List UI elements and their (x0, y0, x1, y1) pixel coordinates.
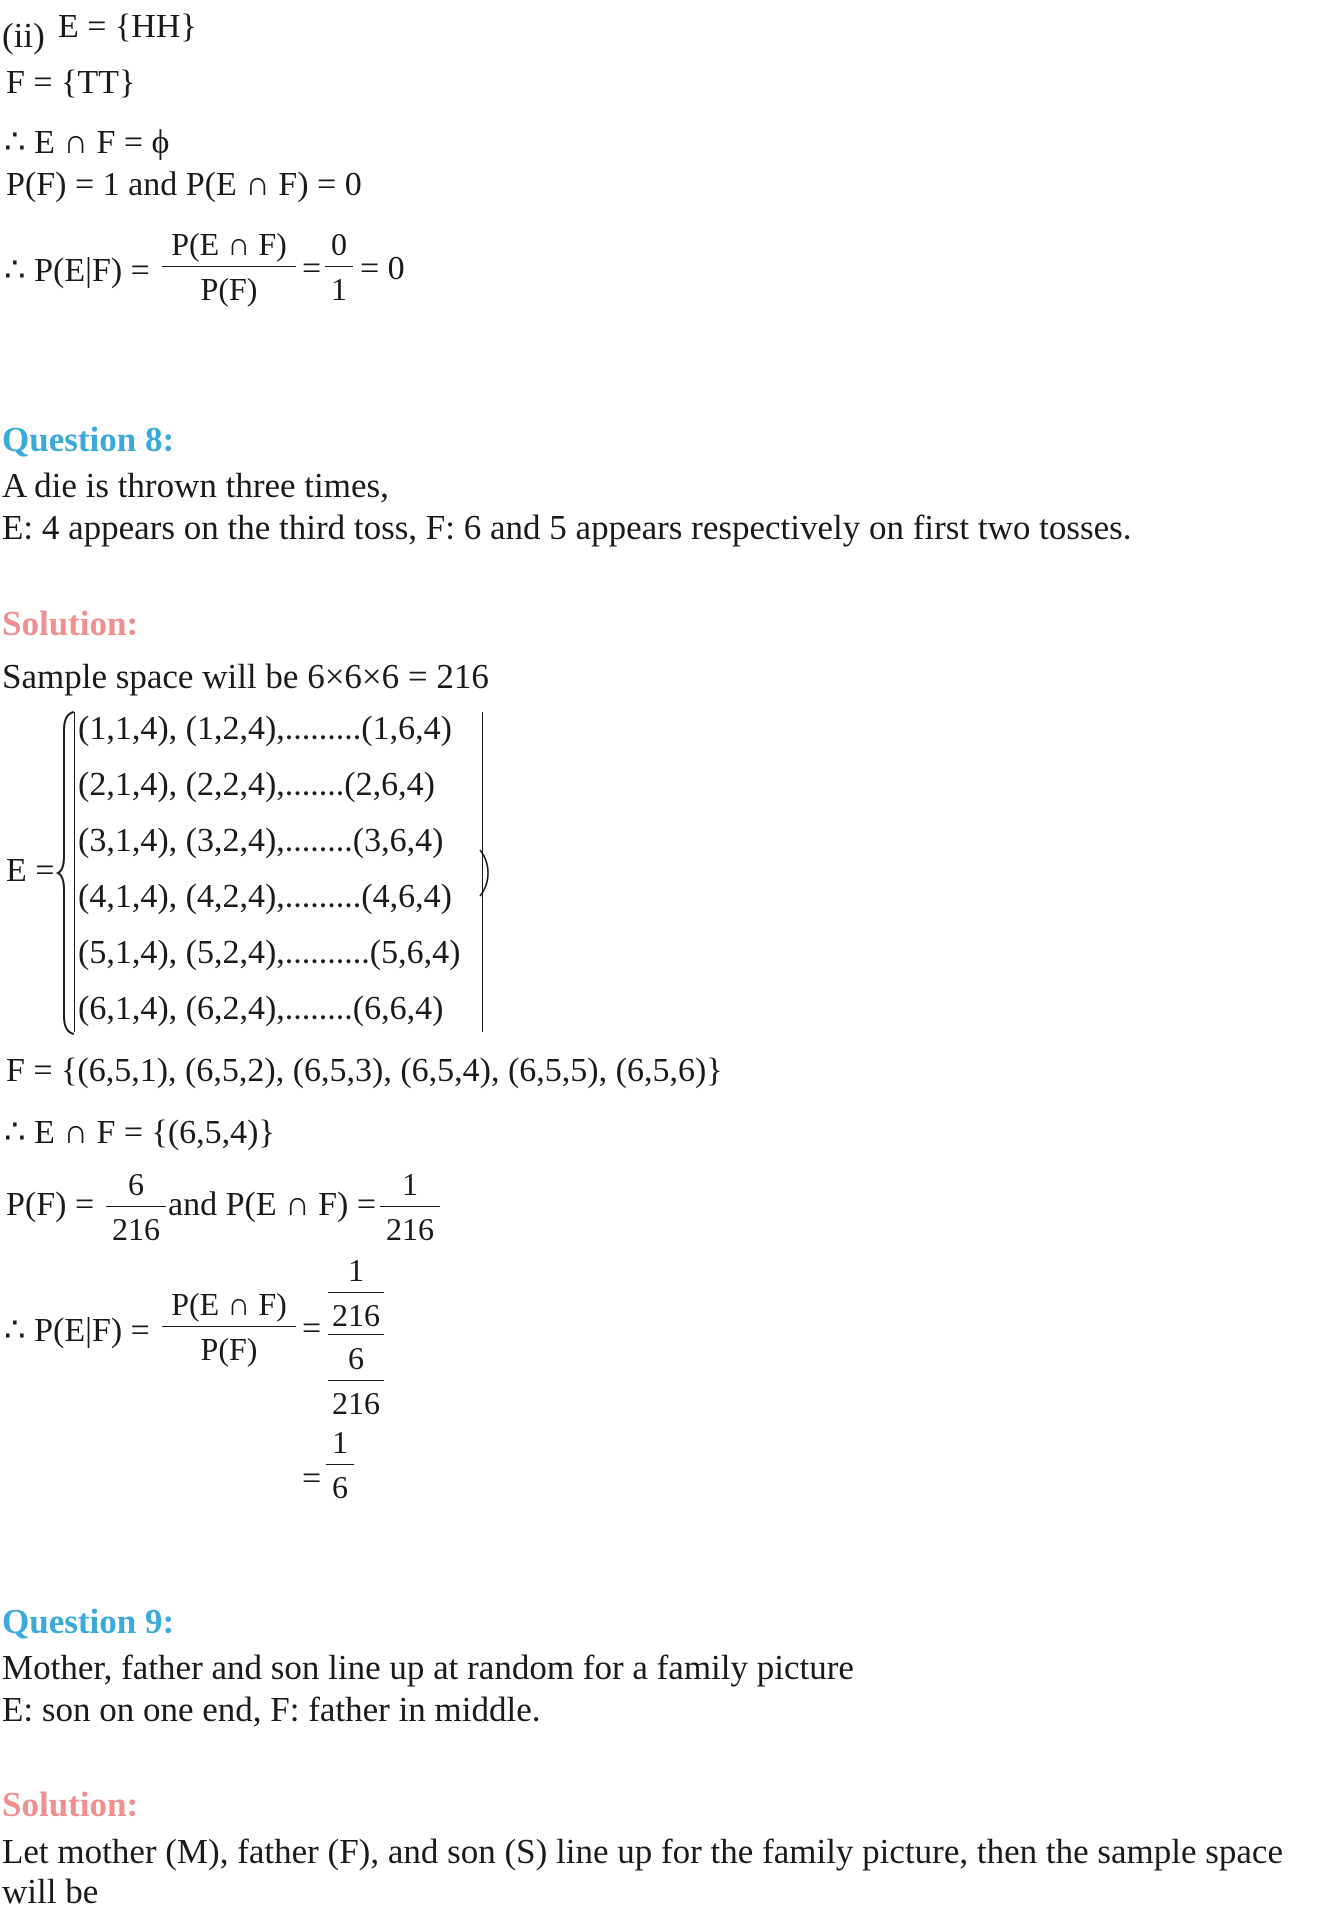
pef-fraction (380, 1166, 440, 1247)
fraction-denominator: P(F) (200, 1331, 258, 1367)
event-e-definition: E = {HH} (58, 8, 197, 45)
final-fraction (326, 1424, 354, 1505)
fraction-numerator: 6 (128, 1166, 144, 1202)
fraction-denominator: P(F) (200, 271, 258, 307)
event-e-row: (4,1,4), (4,2,4),.........(4,6,4) (78, 878, 452, 915)
fraction-bar (162, 266, 296, 267)
fraction-bar (106, 1206, 166, 1207)
fraction-denominator: 1 (331, 271, 347, 307)
fraction-bar (325, 266, 353, 267)
fraction-bar (162, 1326, 296, 1327)
fraction-numerator: 1 (348, 1252, 364, 1288)
event-e-row: (2,1,4), (2,2,4),.......(2,6,4) (78, 766, 435, 803)
question-8-line-1: A die is thrown three times, (2, 466, 389, 505)
event-f-definition: F = {TT} (6, 64, 136, 101)
value-fraction (325, 226, 353, 307)
fraction-denominator: 216 (332, 1385, 380, 1421)
fraction-denominator: 216 (332, 1297, 380, 1333)
complex-bottom-fraction (328, 1340, 384, 1421)
question-9-heading: Question 9: (2, 1602, 175, 1641)
event-e-row: (3,1,4), (3,2,4),........(3,6,4) (78, 822, 444, 859)
sample-space-statement: Sample space will be 6×6×6 = 216 (2, 657, 489, 696)
probability-statement: P(F) = 1 and P(E ∩ F) = 0 (6, 166, 362, 203)
intersection-set: ∴ E ∩ F = {(6,5,4)} (4, 1114, 275, 1151)
fraction-numerator: P(E ∩ F) (171, 1286, 287, 1322)
question-8-heading: Question 8: (2, 420, 175, 459)
event-e-row: (6,1,4), (6,2,4),........(6,6,4) (78, 990, 444, 1027)
fraction-bar (328, 1380, 384, 1381)
conditional-fraction-8 (162, 1286, 296, 1367)
solution-9-line-2: will be (2, 1872, 99, 1911)
conditional-fraction (162, 226, 296, 307)
fraction-numerator: 0 (331, 226, 347, 262)
equals-sign: = (302, 1310, 322, 1347)
matrix-left-bar (74, 712, 75, 1032)
fraction-denominator: 216 (112, 1211, 160, 1247)
pf-lhs: P(F) = (6, 1186, 95, 1223)
fraction-bar (326, 1464, 354, 1465)
pef-lhs: and P(E ∩ F) = (168, 1186, 377, 1223)
fraction-bar (328, 1292, 384, 1293)
complex-fraction-bar (328, 1334, 384, 1335)
conditional-lhs: ∴ P(E|F) = (4, 252, 150, 289)
question-9-line-1: Mother, father and son line up at random for a family picture (2, 1648, 854, 1687)
fraction-denominator: 216 (386, 1211, 434, 1247)
intersection-statement: ∴ E ∩ F = ϕ (4, 124, 170, 161)
event-e-row: (5,1,4), (5,2,4),..........(5,6,4) (78, 934, 461, 971)
pf-fraction (106, 1166, 166, 1247)
part-label: (ii) (2, 16, 45, 55)
solution-9-heading: Solution: (2, 1785, 139, 1824)
result-value: = 0 (360, 250, 405, 287)
fraction-numerator: P(E ∩ F) (171, 226, 287, 262)
conditional-lhs-8: ∴ P(E|F) = (4, 1312, 150, 1349)
fraction-numerator: 1 (332, 1424, 348, 1460)
fraction-numerator: 6 (348, 1340, 364, 1376)
solution-8-heading: Solution: (2, 604, 139, 643)
event-e-label: E = (6, 852, 55, 889)
right-brace-icon (478, 710, 494, 1036)
event-e-row: (1,1,4), (1,2,4),.........(1,6,4) (78, 710, 452, 747)
fraction-denominator: 6 (332, 1469, 348, 1505)
fraction-bar (380, 1206, 440, 1207)
question-9-line-2: E: son on one end, F: father in middle. (2, 1690, 541, 1729)
equals-sign: = (302, 1460, 322, 1497)
solution-9-line-1: Let mother (M), father (F), and son (S) line up for the family picture, then the sample space (2, 1832, 1283, 1871)
fraction-numerator: 1 (402, 1166, 418, 1202)
event-f-set: F = {(6,5,1), (6,5,2), (6,5,3), (6,5,4), (6,5,5), (6,5,6)} (6, 1052, 723, 1089)
complex-top-fraction (328, 1252, 384, 1333)
question-8-line-2: E: 4 appears on the third toss, F: 6 and 5 appears respectively on first two tosses. (2, 508, 1132, 547)
equals-sign: = (302, 250, 322, 287)
